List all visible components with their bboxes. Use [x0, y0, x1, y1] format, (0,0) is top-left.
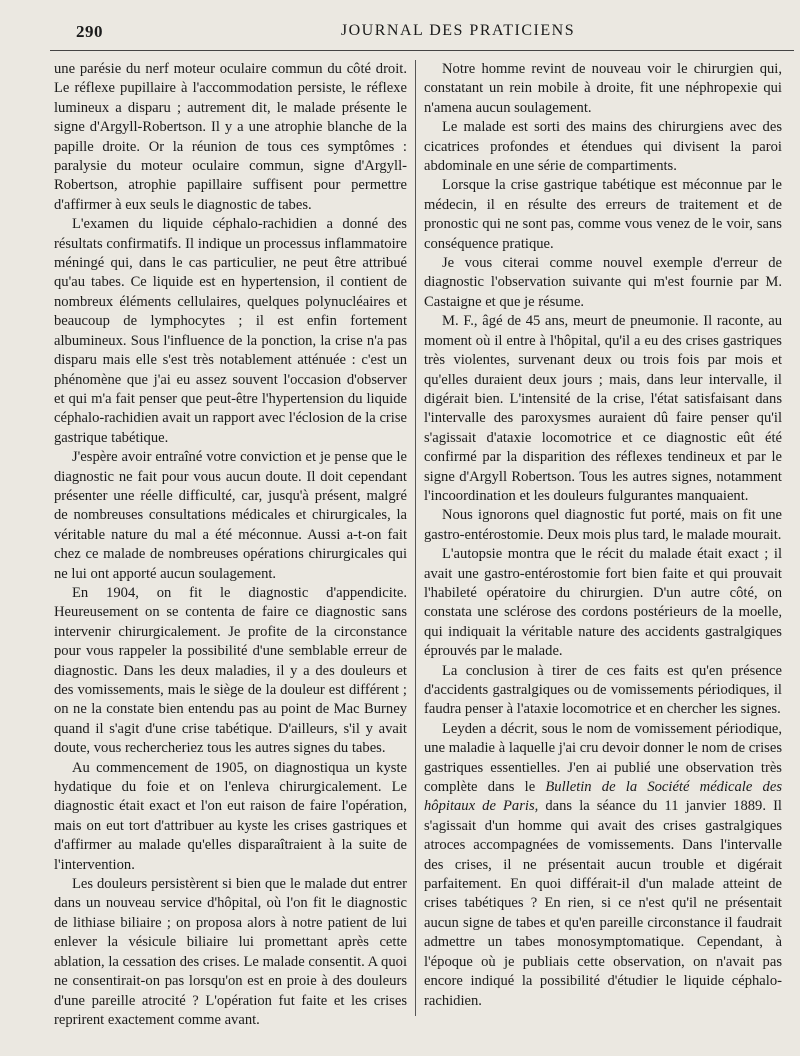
paragraph: J'espère avoir entraîné votre conviction et je pense que le diagnostic ne fait pour vous aucun doute. Il doit cependant présenter une réelle difficulté, car, jusqu'à présent, malgré de nombreuses consultations médicales et chirurgicales, la véritable nature du mal a été méconnue. Aussi a-t-on fait chez ce malade de nombreuses opérations chirurgicales qui ne lui ont apporté aucun soulagement. — [54, 449, 407, 582]
paragraph: La conclusion à tirer de ces faits est qu'en présence d'accidents gastralgiques ou de vomissements périodiques, il faudra penser à l'ataxie locomotrice et en chercher les signes. — [424, 662, 782, 718]
paragraph: L'autopsie montra que le récit du malade était exact ; il avait une gastro-entérostomie fort bien faite et qui prouvait l'habileté opératoire du chirurgien. D'un autre côté, on constata une sclérose des cordons postérieurs de la moelle, qui indiquait la véritable nature des accidents gastralgiques éprouvés par le malade. — [424, 546, 782, 660]
header-rule — [50, 50, 794, 51]
paragraph-leyden — [424, 720, 782, 1011]
paragraph: une parésie du nerf moteur oculaire commun du côté droit. Le réflexe pupillaire à l'accommodation persiste, le réflexe lumineux a disparu ; autrement dit, le malade présente le signe d'Argyll-Robertson. Il y a une atrophie blanche de la papille droite. Or la réunion de tous ces symptômes : paralysie du moteur oculaire commun, signe d'Argyll-Robertson, atrophie papillaire suffisent pour permettre d'affirmer à eux seuls le diagnostic de tabes. — [54, 61, 407, 213]
journal-title: JOURNAL DES PRATICIENS — [340, 22, 576, 39]
paragraph: M. F., âgé de 45 ans, meurt de pneumonie. Il raconte, au moment où il entre à l'hôpital, qu'il a eu des crises gastriques très violentes, survenant deux ou trois fois par mois et qu'elles duraient deux jours ; mais, dans leur intervalle, il digérait bien. L'intensité de la crise, l'état satisfaisant dans l'intervalle des paroxysmes auraient dû faire penser qu'il s'agissait d'ataxie locomotrice et ce diagnostic eût été confirmé par la disparition des réflexes tendineux et par le signe d'Argyll Robertson. Tous les autres signes, notamment l'incoordination et les douleurs fulgurantes manquaient. — [424, 313, 782, 504]
text-run: dans la séance du 11 janvier 1889. Il s'agissait d'un homme qui avait des crises gastralgiques atroces accompagnées de vomissements. Dans l'intervalle des crises, il ne présentait aucun trouble et digérait parfaitement. En quoi différait-il d'un malade atteint de crises tabétiques ? En rien, si ce n'est qu'il ne présentait aucun signe de tabes et qu'en pareille circonstance il faudrait admettre un tabes monosymptomatique. Cependant, à l'époque où je publiais cette observation, on n'avait pas encore indiqué la possibilité d'étudier le liquide céphalo-rachidien. — [424, 798, 782, 1009]
paragraph: En 1904, on fit le diagnostic d'appendicite. Heureusement on se contenta de faire ce diagnostic sans intervenir chirurgicalement. Je profite de la circonstance pour vous rappeler la possibilité d'une semblable erreur de diagnostic. Dans les deux maladies, il y a des douleurs et des vomissements, mais le siège de la douleur est différent ; on ne la constate bien entendu pas au point de Mac Burney quand il s'agit d'une crise tabétique. D'ailleurs, s'il y avait doute, vous rechercheriez tous les autres signes du tabes. — [54, 584, 407, 757]
bulletin-title: Bulletin de la Société médicale des hôpitaux de Paris, — [424, 779, 782, 815]
paragraph: Le malade est sorti des mains des chirurgiens avec des cicatrices profondes et étendues qui divisent la paroi abdominale en une série de compartiments. — [424, 119, 782, 175]
paragraph: Les douleurs persistèrent si bien que le malade dut entrer dans un nouveau service d'hôpital, où l'on fit le diagnostic de lithiase biliaire ; on proposa alors à notre patient de lui enlever la vésicule biliaire lui promettant après cette ablation, la cessation des crises. Le malade consentit. A quoi ne consentirait-on pas lorsqu'on est en proie à des douleurs d'une pareille atrocité ? L'opération fut faite et les crises reprirent exactement comme avant. — [54, 876, 407, 1028]
left-column — [54, 60, 407, 1036]
column-divider — [415, 60, 416, 1016]
right-column — [424, 60, 782, 1036]
running-header — [56, 20, 780, 44]
paragraph: L'examen du liquide céphalo-rachidien a donné des résultats confirmatifs. Il indique un processus inflammatoire méningé qui, dans le cas particulier, ne peut être attribué qu'au tabes. Ce liquide est en hypertension, il contient de nombreux éléments cellulaires, quelques polynucléaires et beaucoup de lymphocytes ; il est enfin fortement albumineux. Sous l'influence de la ponction, la crise n'a pas disparu mais elle s'est très notablement atténuée : c'est un phénomène que j'ai eu assez souvent l'occasion d'observer et qui m'a fait penser que peut-être l'hypertension du liquide céphalo-rachidien avait un rapport avec l'éclosion de la crise gastrique tabétique. — [54, 216, 407, 446]
paragraph: Notre homme revint de nouveau voir le chirurgien qui, constatant un rein mobile à droite, fit une néphropexie qui n'amena aucun soulagement. — [424, 61, 782, 116]
paragraph: Au commencement de 1905, on diagnostiqua un kyste hydatique du foie et on l'enleva chirurgicalement. Le diagnostic était exact et l'on eut raison de faire l'opération, mais on eut tort d'attribuer au kyste les crises gastriques et d'affirmer au malade qu'elles disparaîtraient à la suite de l'intervention. — [54, 759, 407, 873]
paragraph: Lorsque la crise gastrique tabétique est méconnue par le médecin, il en résulte des erreurs de traitement et de pronostic qui ne sont pas, comme vous venez de le voir, sans conséquence pratique. — [424, 177, 782, 252]
paragraph: Je vous citerai comme nouvel exemple d'erreur de diagnostic l'observation suivante qui m'est fournie par M. Castaigne et que je résume. — [424, 255, 782, 310]
text-run: Leyden a décrit, sous le nom de vomissement périodique, une maladie à laquelle j'ai cru devoir donner le nom de crises gastriques essentielles. J'en ai publié une observation très complète dans le — [424, 720, 782, 796]
paragraph: Nous ignorons quel diagnostic fut porté, mais on fit une gastro-entérostomie. Deux mois plus tard, le malade mourait. — [424, 507, 782, 543]
page-number: 290 — [76, 22, 103, 41]
